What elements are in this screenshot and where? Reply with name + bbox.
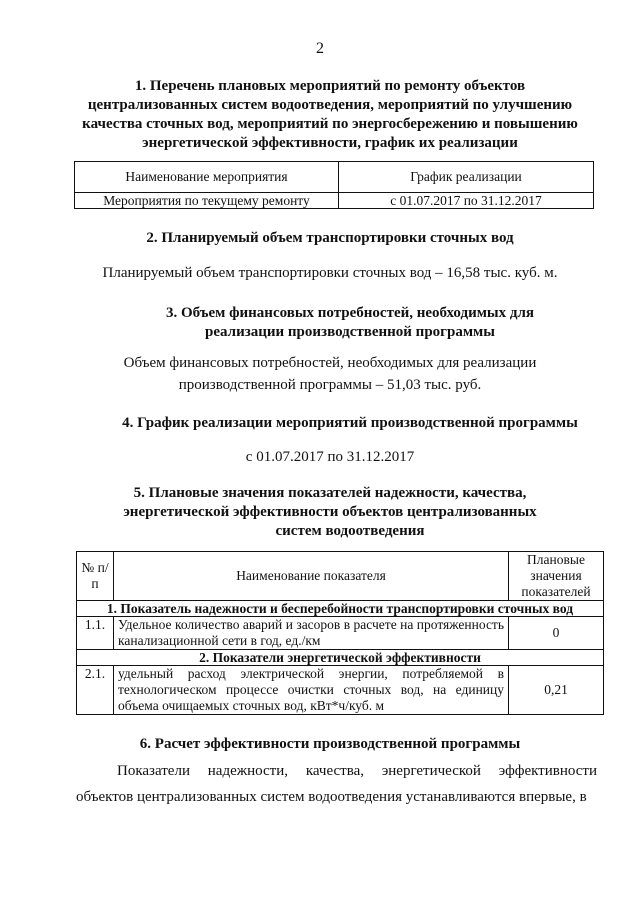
- indicators-section-title: 1. Показатель надежности и бесперебойности транспортировки сточных вод: [77, 601, 604, 617]
- indicator-num: 2.1.: [77, 666, 114, 715]
- section-6-text-line-1: Показатели надежности, качества, энергетической эффективности: [117, 763, 597, 779]
- section-1-title-line: централизованных систем водоотведения, мероприятий по улучшению: [87, 97, 573, 113]
- indicator-name: Удельное количество аварий и засоров в расчете на протяженность канализационной сети в год, ед./км: [114, 617, 509, 650]
- section-5-title-line: энергетической эффективности объектов централизованных: [123, 504, 537, 520]
- section-1-title-line: энергетической эффективности, график их реализации: [142, 135, 518, 151]
- section-3-title-line: 3. Объем финансовых потребностей, необходимых для: [165, 305, 535, 321]
- activities-cell-name: Мероприятия по текущему ремонту: [75, 193, 339, 209]
- section-5-title-line: 5. Плановые значения показателей надежности, качества,: [133, 485, 527, 501]
- section-2-text: Планируемый объем транспортировки сточных вод – 16,58 тыс. куб. м.: [102, 265, 558, 281]
- section-4-title: 4. График реализации мероприятий производственной программы: [122, 415, 578, 431]
- indicator-value: 0: [509, 617, 604, 650]
- indicators-header-value: Плановые значения показателей: [509, 552, 604, 601]
- indicator-name: удельный расход электрической энергии, потребляемой в технологическом процессе очистки сточных вод, на единицу объема очищаемых сточных вод, кВт*ч/куб. м: [114, 666, 509, 715]
- activities-header-name: Наименование мероприятия: [75, 162, 339, 193]
- section-3-text-line: Объем финансовых потребностей, необходимых для реализации: [123, 355, 537, 371]
- section-6-text-line-2: объектов централизованных систем водоотведения устанавливаются впервые, в: [76, 789, 587, 805]
- section-5-title-line: систем водоотведения: [275, 523, 425, 539]
- activities-header-schedule: График реализации: [339, 162, 594, 193]
- section-4-text: с 01.07.2017 по 31.12.2017: [245, 449, 415, 465]
- indicators-section-title: 2. Показатели энергетической эффективности: [77, 650, 604, 666]
- indicators-table: [76, 551, 604, 715]
- indicators-header-num: № п/п: [77, 552, 114, 601]
- section-3-title: [80, 304, 620, 342]
- section-3-text: [60, 352, 600, 396]
- section-1-title-line: 1. Перечень плановых мероприятий по ремонту объектов: [134, 78, 526, 94]
- section-2-title: 2. Планируемый объем транспортировки сточных вод: [146, 230, 514, 246]
- indicator-num: 1.1.: [77, 617, 114, 650]
- section-1-title-line: качества сточных вод, мероприятий по энергосбережению и повышению: [82, 116, 578, 132]
- section-1-title: [60, 77, 600, 153]
- section-3-text-line: производственной программы – 51,03 тыс. руб.: [178, 377, 482, 393]
- indicators-header-name: Наименование показателя: [114, 552, 509, 601]
- page-number: 2: [316, 40, 324, 57]
- section-6-title: 6. Расчет эффективности производственной программы: [139, 736, 521, 752]
- activities-cell-schedule: с 01.07.2017 по 31.12.2017: [339, 193, 594, 209]
- section-5-title: [60, 484, 600, 541]
- activities-table: [74, 161, 594, 209]
- section-3-title-line: реализации производственной программы: [205, 324, 495, 340]
- indicator-value: 0,21: [509, 666, 604, 715]
